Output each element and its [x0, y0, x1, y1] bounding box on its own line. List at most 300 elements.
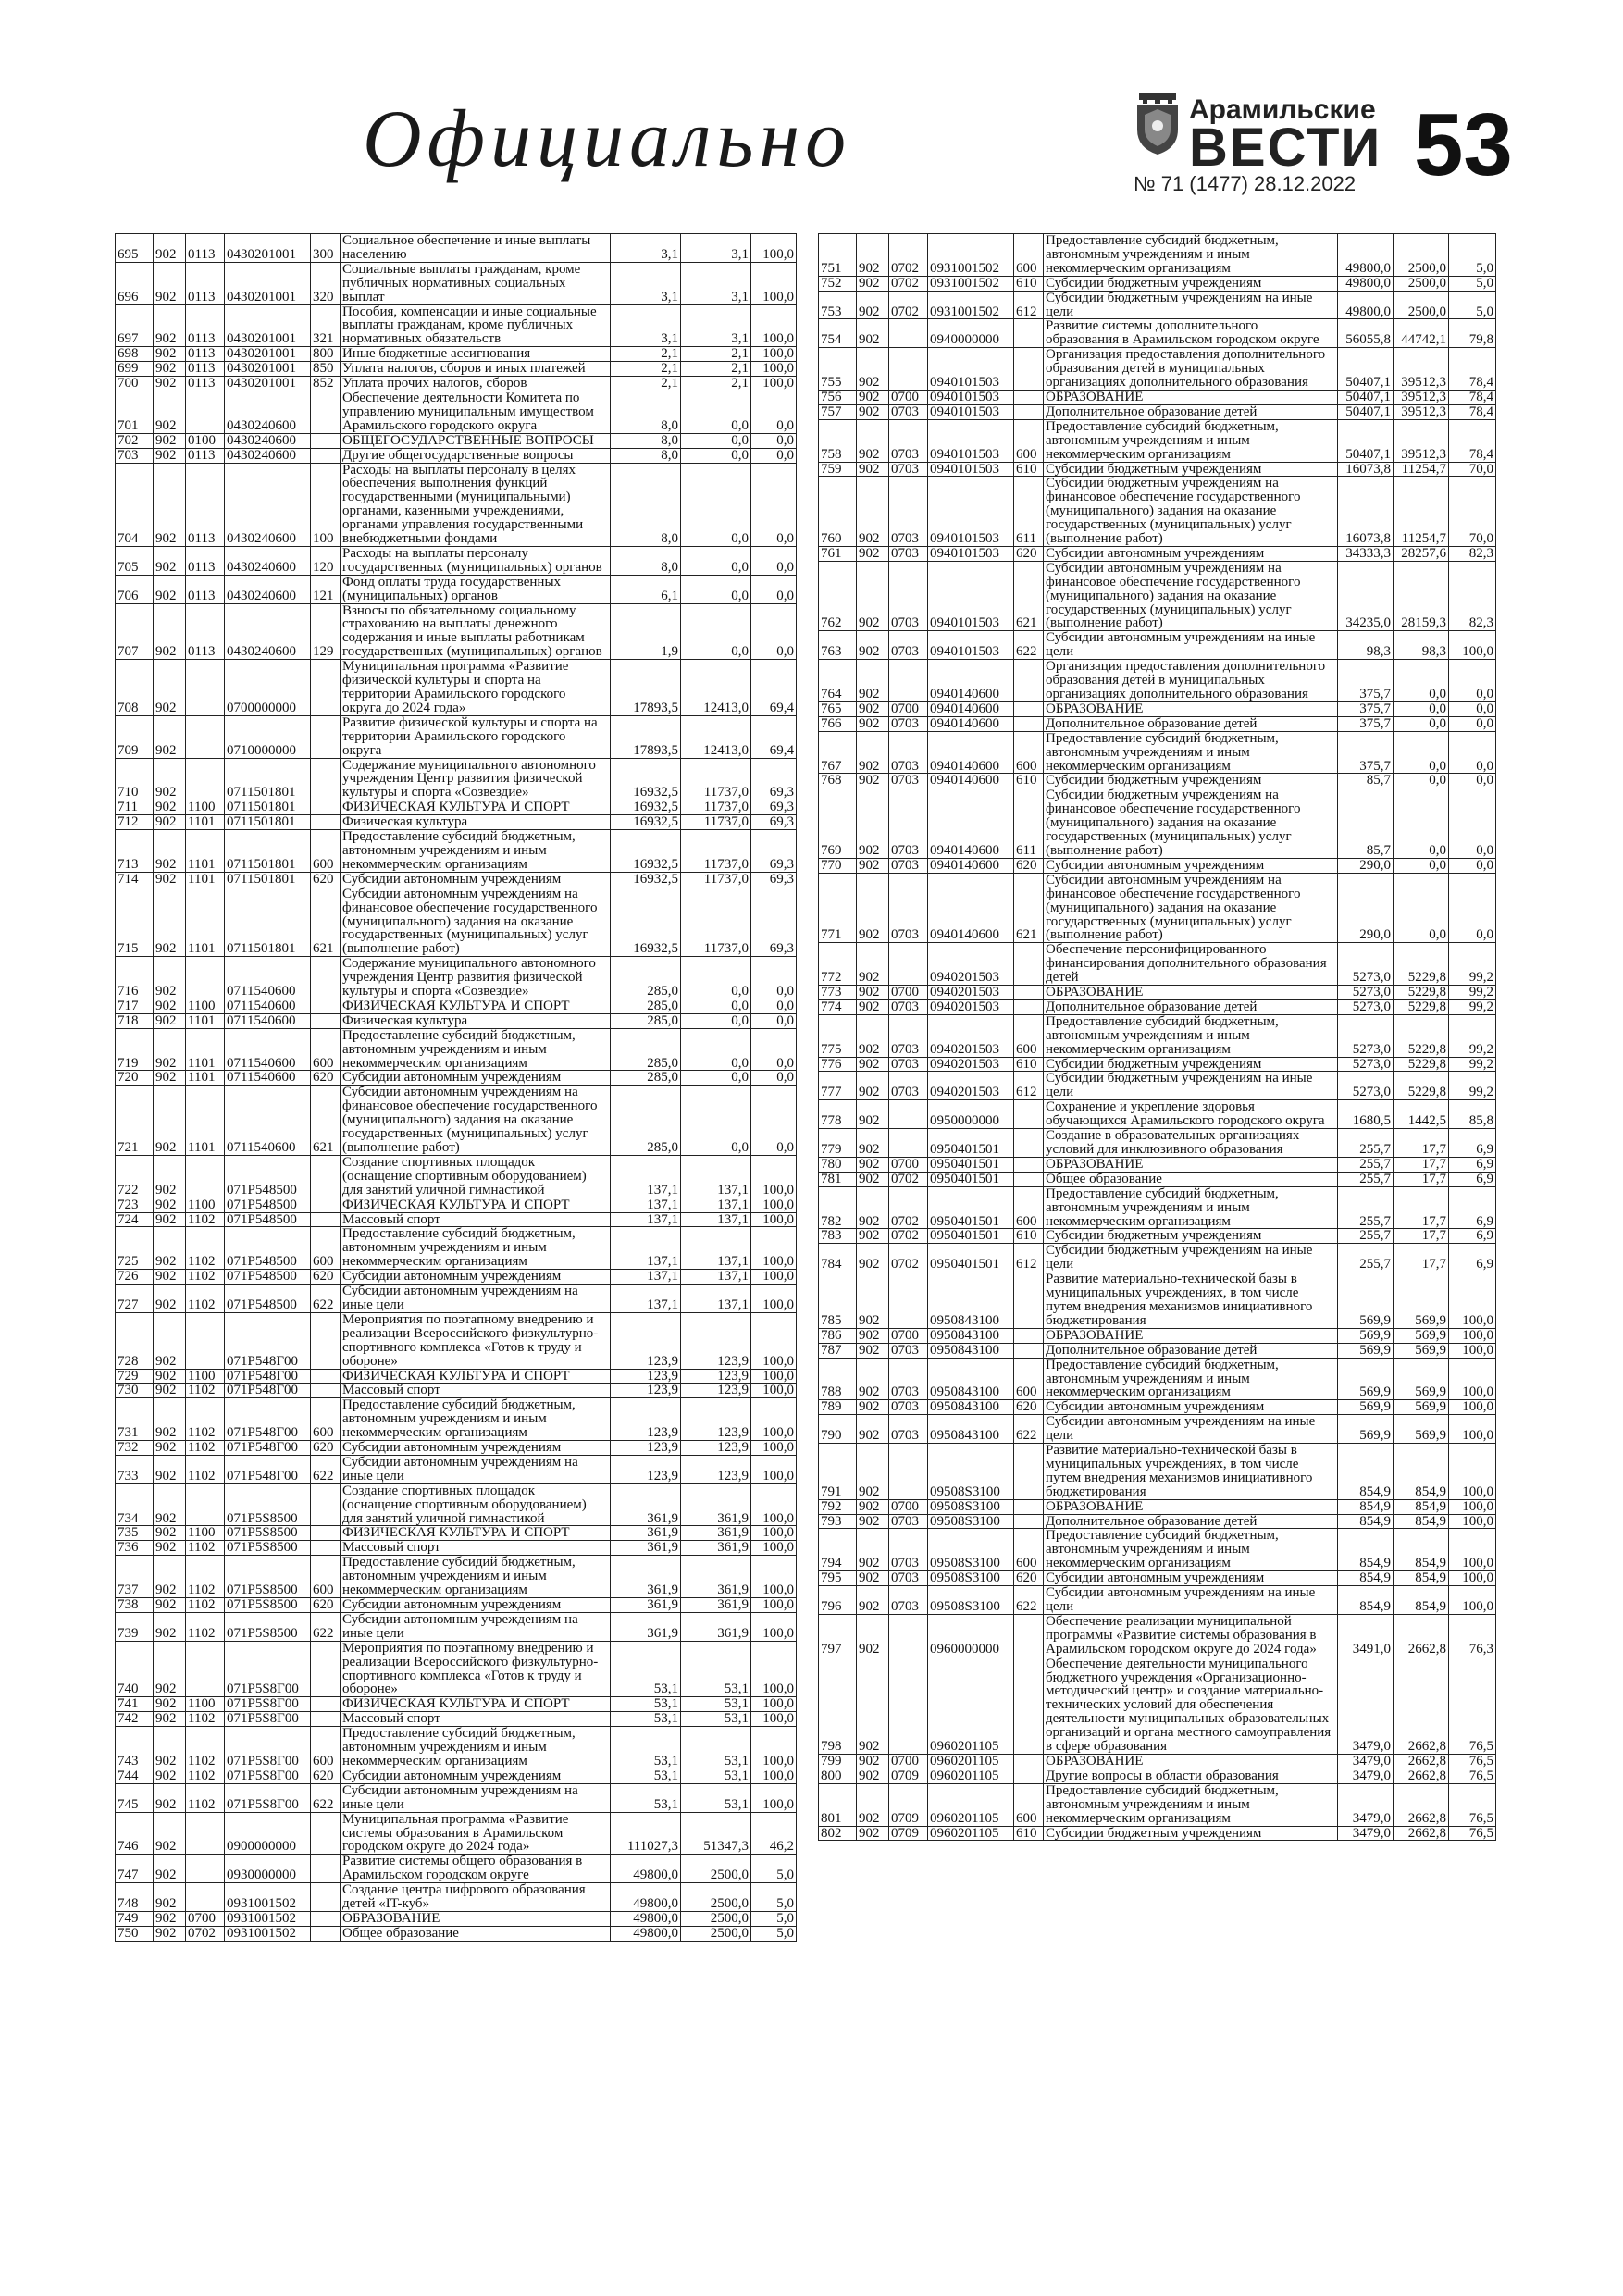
percent-executed-cell: 100,0 — [1449, 1514, 1496, 1529]
executed-amount-cell: 569,9 — [1394, 1328, 1449, 1343]
coat-of-arms-icon — [1134, 93, 1182, 155]
expense-type-cell: 600 — [1014, 419, 1044, 462]
row-number-cell: 704 — [116, 463, 154, 546]
item-name-cell: ОБРАЗОВАНИЕ — [1044, 986, 1338, 1000]
item-name-cell: Предоставление субсидий бюджетным, автономным учреждениям и иным некоммерческим организациям — [1044, 1014, 1338, 1057]
table-row — [116, 1812, 797, 1855]
planned-amount-cell: 3,1 — [611, 234, 681, 263]
ministry-code-cell: 902 — [154, 1369, 186, 1384]
table-row — [819, 1614, 1496, 1657]
percent-executed-cell: 100,0 — [751, 362, 797, 377]
table-row — [116, 463, 797, 546]
row-number-cell: 734 — [116, 1483, 154, 1526]
row-number-cell: 721 — [116, 1086, 154, 1156]
percent-executed-cell: 76,5 — [1449, 1657, 1496, 1754]
executed-amount-cell: 1442,5 — [1394, 1100, 1449, 1129]
executed-amount-cell: 137,1 — [681, 1212, 751, 1227]
planned-amount-cell: 569,9 — [1338, 1400, 1394, 1415]
target-article-cell: 0960201105 — [928, 1754, 1014, 1769]
percent-executed-cell: 100,0 — [1449, 1400, 1496, 1415]
item-name-cell: Развитие системы дополнительного образования в Арамильском городском округе — [1044, 319, 1338, 348]
expense-type-cell: 620 — [1014, 1571, 1044, 1586]
item-name-cell: Субсидии автономным учреждениям на иные цели — [1044, 631, 1338, 660]
logo-top-text: Арамильские — [1189, 94, 1376, 125]
executed-amount-cell: 17,7 — [1394, 1157, 1449, 1172]
percent-executed-cell: 100,0 — [751, 377, 797, 391]
section-code-cell: 0700 — [889, 1754, 928, 1769]
percent-executed-cell: 5,0 — [751, 1926, 797, 1941]
row-number-cell: 760 — [819, 477, 857, 547]
table-row — [819, 943, 1496, 986]
expense-type-cell — [311, 715, 341, 758]
percent-executed-cell: 82,3 — [1449, 561, 1496, 631]
item-name-cell: Субсидии автономным учреждениям на иные цели — [341, 1285, 611, 1313]
ministry-code-cell: 902 — [154, 1285, 186, 1313]
section-code-cell: 0113 — [186, 262, 225, 304]
table-row — [819, 1272, 1496, 1329]
percent-executed-cell: 100,0 — [751, 1369, 797, 1384]
ministry-code-cell: 902 — [154, 1155, 186, 1198]
expense-type-cell — [1014, 701, 1044, 716]
item-name-cell: Развитие физической культуры и спорта на территории Арамильского городского округа — [341, 715, 611, 758]
percent-executed-cell: 100,0 — [1449, 1529, 1496, 1571]
planned-amount-cell: 49800,0 — [1338, 234, 1394, 277]
executed-amount-cell: 569,9 — [1394, 1415, 1449, 1444]
row-number-cell: 767 — [819, 731, 857, 774]
percent-executed-cell: 69,3 — [751, 815, 797, 830]
planned-amount-cell: 123,9 — [611, 1312, 681, 1369]
item-name-cell: Субсидии бюджетным учреждениям на иные цели — [1044, 1244, 1338, 1272]
planned-amount-cell: 255,7 — [1338, 1244, 1394, 1272]
target-article-cell: 0931001502 — [225, 1911, 311, 1926]
executed-amount-cell: 2,1 — [681, 362, 751, 377]
target-article-cell: 0940101503 — [928, 477, 1014, 547]
ministry-code-cell: 902 — [857, 858, 889, 873]
table-row — [116, 1071, 797, 1086]
table-row — [819, 1400, 1496, 1415]
item-name-cell: Создание спортивных площадок (оснащение спортивным оборудованием) для занятий уличной гимнастикой — [341, 1483, 611, 1526]
table-row — [116, 575, 797, 603]
row-number-cell: 794 — [819, 1529, 857, 1571]
percent-executed-cell: 100,0 — [751, 1312, 797, 1369]
ministry-code-cell: 902 — [154, 1028, 186, 1071]
table-row — [116, 1712, 797, 1727]
target-article-cell: 071P548500 — [225, 1198, 311, 1212]
row-number-cell: 755 — [819, 348, 857, 391]
item-name-cell: Дополнительное образование детей — [1044, 999, 1338, 1014]
section-code-cell — [186, 957, 225, 999]
section-code-cell — [186, 1483, 225, 1526]
percent-executed-cell: 5,0 — [751, 1855, 797, 1883]
planned-amount-cell: 854,9 — [1338, 1529, 1394, 1571]
table-row — [116, 1641, 797, 1697]
target-article-cell: 071P5S8Г00 — [225, 1769, 311, 1783]
table-row — [819, 858, 1496, 873]
section-code-cell: 0700 — [186, 1911, 225, 1926]
target-article-cell: 0430201001 — [225, 347, 311, 362]
table-row — [116, 1384, 797, 1398]
item-name-cell: Фонд оплаты труда государственных (муниципальных) органов — [341, 575, 611, 603]
table-row — [819, 788, 1496, 859]
section-code-cell: 1101 — [186, 1071, 225, 1086]
table-row — [819, 1172, 1496, 1186]
table-row — [819, 660, 1496, 702]
executed-amount-cell: 5229,8 — [1394, 1072, 1449, 1100]
percent-executed-cell: 0,0 — [751, 999, 797, 1013]
executed-amount-cell: 361,9 — [681, 1598, 751, 1613]
item-name-cell: Субсидии бюджетным учреждениям на иные цели — [1044, 291, 1338, 319]
target-article-cell: 0700000000 — [225, 660, 311, 716]
percent-executed-cell: 100,0 — [1449, 1444, 1496, 1500]
section-title: Официально — [363, 94, 852, 184]
executed-amount-cell: 11737,0 — [681, 815, 751, 830]
item-name-cell: Субсидии бюджетным учреждениям — [1044, 276, 1338, 291]
expense-type-cell — [1014, 319, 1044, 348]
item-name-cell: Предоставление субсидий бюджетным, автономным учреждениям и иным некоммерческим организациям — [341, 1227, 611, 1270]
target-article-cell: 0940140600 — [928, 873, 1014, 943]
ministry-code-cell: 902 — [154, 1883, 186, 1912]
section-code-cell: 0703 — [889, 1571, 928, 1586]
item-name-cell: Субсидии автономным учреждениям на иные цели — [1044, 1415, 1338, 1444]
percent-executed-cell: 69,3 — [751, 872, 797, 887]
planned-amount-cell: 17893,5 — [611, 660, 681, 716]
target-article-cell: 0940140600 — [928, 774, 1014, 788]
ministry-code-cell: 902 — [857, 561, 889, 631]
row-number-cell: 782 — [819, 1186, 857, 1229]
row-number-cell: 695 — [116, 234, 154, 263]
percent-executed-cell: 100,0 — [751, 234, 797, 263]
table-row — [819, 774, 1496, 788]
item-name-cell: Другие вопросы в области образования — [1044, 1769, 1338, 1783]
item-name-cell: ФИЗИЧЕСКАЯ КУЛЬТУРА И СПОРТ — [341, 1198, 611, 1212]
expense-type-cell: 600 — [311, 1028, 341, 1071]
table-row — [819, 1014, 1496, 1057]
planned-amount-cell: 137,1 — [611, 1155, 681, 1198]
target-article-cell: 071P548Г00 — [225, 1369, 311, 1384]
percent-executed-cell: 5,0 — [1449, 234, 1496, 277]
planned-amount-cell: 255,7 — [1338, 1157, 1394, 1172]
planned-amount-cell: 49800,0 — [1338, 276, 1394, 291]
row-number-cell: 716 — [116, 957, 154, 999]
table-row — [116, 234, 797, 263]
expense-type-cell — [1014, 660, 1044, 702]
target-article-cell: 0950000000 — [928, 1100, 1014, 1129]
planned-amount-cell: 16073,8 — [1338, 477, 1394, 547]
ministry-code-cell: 902 — [154, 1384, 186, 1398]
executed-amount-cell: 3,1 — [681, 234, 751, 263]
percent-executed-cell: 78,4 — [1449, 419, 1496, 462]
percent-executed-cell: 100,0 — [751, 1285, 797, 1313]
ministry-code-cell: 902 — [857, 1229, 889, 1244]
row-number-cell: 703 — [116, 448, 154, 463]
item-name-cell: Пособия, компенсации и иные социальные выплаты гражданам, кроме публичных нормативных обязательств — [341, 304, 611, 347]
row-number-cell: 801 — [819, 1783, 857, 1826]
percent-executed-cell: 85,8 — [1449, 1100, 1496, 1129]
ministry-code-cell: 902 — [857, 1343, 889, 1358]
table-row — [116, 1769, 797, 1783]
table-row — [116, 1727, 797, 1769]
ministry-code-cell: 902 — [154, 1270, 186, 1285]
expense-type-cell — [311, 1812, 341, 1855]
item-name-cell: ФИЗИЧЕСКАЯ КУЛЬТУРА И СПОРТ — [341, 999, 611, 1013]
table-row — [819, 1100, 1496, 1129]
target-article-cell: 0940140600 — [928, 660, 1014, 702]
item-name-cell: Субсидии бюджетным учреждениям — [1044, 1229, 1338, 1244]
table-row — [116, 448, 797, 463]
percent-executed-cell: 100,0 — [751, 1556, 797, 1598]
executed-amount-cell: 0,0 — [681, 957, 751, 999]
executed-amount-cell: 2662,8 — [1394, 1826, 1449, 1841]
executed-amount-cell: 361,9 — [681, 1483, 751, 1526]
ministry-code-cell: 902 — [857, 1157, 889, 1172]
section-code-cell: 0703 — [889, 716, 928, 731]
percent-executed-cell: 6,9 — [1449, 1244, 1496, 1272]
percent-executed-cell: 0,0 — [1449, 858, 1496, 873]
row-number-cell: 702 — [116, 433, 154, 448]
expense-type-cell: 612 — [1014, 1244, 1044, 1272]
planned-amount-cell: 85,7 — [1338, 774, 1394, 788]
row-number-cell: 725 — [116, 1227, 154, 1270]
ministry-code-cell: 902 — [857, 1186, 889, 1229]
expense-type-cell — [311, 1369, 341, 1384]
target-article-cell: 0950401501 — [928, 1157, 1014, 1172]
ministry-code-cell: 902 — [154, 1926, 186, 1941]
executed-amount-cell: 361,9 — [681, 1526, 751, 1541]
section-code-cell: 1100 — [186, 1526, 225, 1541]
row-number-cell: 800 — [819, 1769, 857, 1783]
item-name-cell: Обеспечение персонифицированного финансирования дополнительного образования детей — [1044, 943, 1338, 986]
executed-amount-cell: 53,1 — [681, 1641, 751, 1697]
row-number-cell: 772 — [819, 943, 857, 986]
ministry-code-cell: 902 — [857, 1657, 889, 1754]
ministry-code-cell: 902 — [154, 715, 186, 758]
ministry-code-cell: 902 — [857, 1129, 889, 1158]
target-article-cell: 0711501801 — [225, 815, 311, 830]
planned-amount-cell: 2,1 — [611, 347, 681, 362]
table-row — [116, 1227, 797, 1270]
target-article-cell: 0711540600 — [225, 957, 311, 999]
ministry-code-cell: 902 — [857, 1769, 889, 1783]
section-code-cell: 0113 — [186, 575, 225, 603]
planned-amount-cell: 361,9 — [611, 1556, 681, 1598]
row-number-cell: 730 — [116, 1384, 154, 1398]
budget-table-right — [818, 233, 1496, 1841]
executed-amount-cell: 3,1 — [681, 304, 751, 347]
expense-type-cell — [1014, 348, 1044, 391]
expense-type-cell: 600 — [311, 1227, 341, 1270]
item-name-cell: Субсидии бюджетным учреждениям — [1044, 1826, 1338, 1841]
row-number-cell: 788 — [819, 1358, 857, 1400]
section-code-cell: 0703 — [889, 546, 928, 561]
row-number-cell: 749 — [116, 1911, 154, 1926]
expense-type-cell: 620 — [311, 1270, 341, 1285]
percent-executed-cell: 100,0 — [1449, 1328, 1496, 1343]
ministry-code-cell: 902 — [154, 1769, 186, 1783]
item-name-cell: ФИЗИЧЕСКАЯ КУЛЬТУРА И СПОРТ — [341, 1697, 611, 1712]
row-number-cell: 753 — [819, 291, 857, 319]
row-number-cell: 711 — [116, 800, 154, 815]
percent-executed-cell: 5,0 — [1449, 291, 1496, 319]
target-article-cell: 0900000000 — [225, 1812, 311, 1855]
target-article-cell: 0950401501 — [928, 1129, 1014, 1158]
table-row — [116, 546, 797, 575]
target-article-cell: 0430201001 — [225, 234, 311, 263]
ministry-code-cell: 902 — [857, 462, 889, 477]
percent-executed-cell: 69,4 — [751, 715, 797, 758]
expense-type-cell: 610 — [1014, 276, 1044, 291]
expense-type-cell: 600 — [1014, 1186, 1044, 1229]
percent-executed-cell: 5,0 — [751, 1911, 797, 1926]
item-name-cell: Расходы на выплаты персоналу в целях обеспечения выполнения функций государственными (муниципальными) органами, казенными учреждениями, органами управления государственными внебюджетными фондами — [341, 463, 611, 546]
ministry-code-cell: 902 — [857, 1244, 889, 1272]
row-number-cell: 722 — [116, 1155, 154, 1198]
planned-amount-cell: 569,9 — [1338, 1343, 1394, 1358]
row-number-cell: 793 — [819, 1514, 857, 1529]
expense-type-cell — [311, 433, 341, 448]
percent-executed-cell: 69,3 — [751, 887, 797, 957]
expense-type-cell: 600 — [1014, 1358, 1044, 1400]
section-code-cell: 0703 — [889, 1586, 928, 1615]
planned-amount-cell: 285,0 — [611, 999, 681, 1013]
table-row — [116, 815, 797, 830]
percent-executed-cell: 76,5 — [1449, 1826, 1496, 1841]
ministry-code-cell: 902 — [857, 1328, 889, 1343]
ministry-code-cell: 902 — [857, 348, 889, 391]
table-row — [116, 1312, 797, 1369]
section-code-cell: 0702 — [186, 1926, 225, 1941]
item-name-cell: Предоставление субсидий бюджетным, автономным учреждениям и иным некоммерческим организациям — [1044, 1358, 1338, 1400]
percent-executed-cell: 0,0 — [751, 463, 797, 546]
section-code-cell: 1101 — [186, 830, 225, 873]
target-article-cell: 0940140600 — [928, 716, 1014, 731]
ministry-code-cell: 902 — [154, 1598, 186, 1613]
planned-amount-cell: 53,1 — [611, 1727, 681, 1769]
expense-type-cell: 620 — [311, 1071, 341, 1086]
row-number-cell: 697 — [116, 304, 154, 347]
target-article-cell: 09508S3100 — [928, 1444, 1014, 1500]
ministry-code-cell: 902 — [857, 234, 889, 277]
item-name-cell: ФИЗИЧЕСКАЯ КУЛЬТУРА И СПОРТ — [341, 1526, 611, 1541]
percent-executed-cell: 100,0 — [751, 1697, 797, 1712]
table-row — [116, 1556, 797, 1598]
planned-amount-cell: 16932,5 — [611, 800, 681, 815]
table-row — [116, 347, 797, 362]
executed-amount-cell: 2662,8 — [1394, 1769, 1449, 1783]
item-name-cell: Обеспечение деятельности Комитета по управлению муниципальным имуществом Арамильского городского округа — [341, 391, 611, 433]
row-number-cell: 777 — [819, 1072, 857, 1100]
section-code-cell: 1100 — [186, 999, 225, 1013]
section-code-cell: 0700 — [889, 1328, 928, 1343]
expense-type-cell: 129 — [311, 603, 341, 660]
percent-executed-cell: 5,0 — [751, 1883, 797, 1912]
table-row — [819, 731, 1496, 774]
ministry-code-cell: 902 — [154, 800, 186, 815]
row-number-cell: 797 — [819, 1614, 857, 1657]
table-row — [819, 404, 1496, 419]
section-code-cell: 0703 — [889, 477, 928, 547]
ministry-code-cell: 902 — [857, 1826, 889, 1841]
executed-amount-cell: 0,0 — [681, 391, 751, 433]
row-number-cell: 761 — [819, 546, 857, 561]
target-article-cell: 0950843100 — [928, 1415, 1014, 1444]
expense-type-cell — [311, 1526, 341, 1541]
target-article-cell: 071P5S8500 — [225, 1541, 311, 1556]
expense-type-cell — [311, 1212, 341, 1227]
row-number-cell: 763 — [819, 631, 857, 660]
table-row — [116, 1483, 797, 1526]
row-number-cell: 776 — [819, 1057, 857, 1072]
section-code-cell: 1101 — [186, 1028, 225, 1071]
ministry-code-cell: 902 — [154, 758, 186, 800]
item-name-cell: Развитие материально-технической базы в муниципальных учреждениях, в том числе путем внедрения механизмов инициативного бюджетирования — [1044, 1444, 1338, 1500]
executed-amount-cell: 0,0 — [1394, 873, 1449, 943]
executed-amount-cell: 0,0 — [681, 603, 751, 660]
section-code-cell — [186, 1883, 225, 1912]
executed-amount-cell: 137,1 — [681, 1198, 751, 1212]
target-article-cell: 0430240600 — [225, 463, 311, 546]
planned-amount-cell: 1680,5 — [1338, 1100, 1394, 1129]
section-code-cell: 0702 — [889, 291, 928, 319]
item-name-cell: Дополнительное образование детей — [1044, 404, 1338, 419]
item-name-cell: ОБРАЗОВАНИЕ — [341, 1911, 611, 1926]
section-code-cell: 1102 — [186, 1727, 225, 1769]
planned-amount-cell: 255,7 — [1338, 1172, 1394, 1186]
expense-type-cell — [311, 1926, 341, 1941]
percent-executed-cell: 69,3 — [751, 758, 797, 800]
planned-amount-cell: 8,0 — [611, 391, 681, 433]
table-row — [819, 999, 1496, 1014]
row-number-cell: 699 — [116, 362, 154, 377]
executed-amount-cell: 0,0 — [681, 448, 751, 463]
expense-type-cell: 620 — [1014, 1400, 1044, 1415]
row-number-cell: 778 — [819, 1100, 857, 1129]
planned-amount-cell: 361,9 — [611, 1612, 681, 1641]
planned-amount-cell: 56055,8 — [1338, 319, 1394, 348]
row-number-cell: 798 — [819, 1657, 857, 1754]
expense-type-cell — [1014, 390, 1044, 404]
section-code-cell: 0703 — [889, 1072, 928, 1100]
row-number-cell: 754 — [819, 319, 857, 348]
executed-amount-cell: 854,9 — [1394, 1586, 1449, 1615]
executed-amount-cell: 12413,0 — [681, 660, 751, 716]
percent-executed-cell: 0,0 — [751, 546, 797, 575]
ministry-code-cell: 902 — [154, 603, 186, 660]
expense-type-cell: 800 — [311, 347, 341, 362]
row-number-cell: 771 — [819, 873, 857, 943]
executed-amount-cell: 12413,0 — [681, 715, 751, 758]
item-name-cell: Предоставление субсидий бюджетным, автономным учреждениям и иным некоммерческим организациям — [1044, 1529, 1338, 1571]
planned-amount-cell: 50407,1 — [1338, 419, 1394, 462]
ministry-code-cell: 902 — [857, 1783, 889, 1826]
planned-amount-cell: 50407,1 — [1338, 348, 1394, 391]
target-article-cell: 071P5S8Г00 — [225, 1641, 311, 1697]
planned-amount-cell: 285,0 — [611, 1028, 681, 1071]
planned-amount-cell: 5273,0 — [1338, 986, 1394, 1000]
table-row — [116, 362, 797, 377]
executed-amount-cell: 137,1 — [681, 1285, 751, 1313]
expense-type-cell — [311, 1855, 341, 1883]
section-code-cell — [186, 660, 225, 716]
section-code-cell: 0100 — [186, 433, 225, 448]
expense-type-cell — [311, 1883, 341, 1912]
item-name-cell: Предоставление субсидий бюджетным, автономным учреждениям и иным некоммерческим организациям — [341, 830, 611, 873]
item-name-cell: Создание центра цифрового образования детей «IT-куб» — [341, 1883, 611, 1912]
expense-type-cell: 620 — [311, 1769, 341, 1783]
ministry-code-cell: 902 — [154, 362, 186, 377]
ministry-code-cell: 902 — [154, 575, 186, 603]
percent-executed-cell: 6,9 — [1449, 1229, 1496, 1244]
expense-type-cell: 100 — [311, 463, 341, 546]
